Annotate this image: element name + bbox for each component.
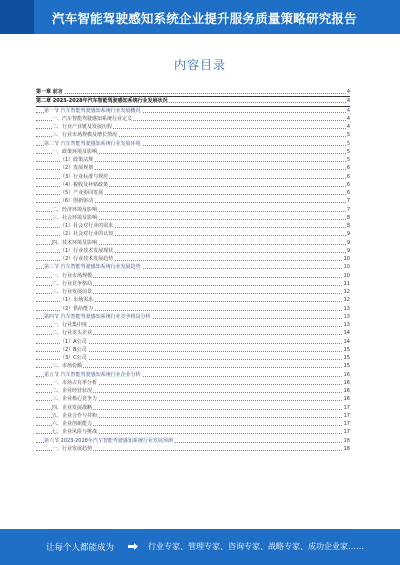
toc-entry-page: 17 [343,404,350,411]
toc-entry-page: 16 [343,371,350,378]
toc-entry[interactable] [36,379,350,387]
toc-entry-title: 第二节 汽车智能驾驶感知系统行业发展环境 [44,140,141,147]
toc-entry[interactable] [36,140,350,148]
toc-entry[interactable] [36,329,350,337]
toc-entry-title: 第一章 前言 [36,89,63,95]
toc-entry-page: 15 [343,346,350,353]
toc-entry-page: 13 [343,322,350,328]
dot-leader [36,367,350,368]
toc-entry[interactable] [36,338,350,346]
toc-entry-page: 9 [346,247,350,254]
toc-entry-page: 11 [343,280,350,287]
toc-entry-page: 9 [346,239,350,246]
toc-entry-title: 一、市场占有率分析 [52,379,98,386]
toc-entry-title: 一、行业发展趋势 [52,445,93,452]
toc-entry[interactable] [36,313,350,321]
toc-entry-title: （5）产业协同发展 [60,190,104,196]
toc-entry[interactable] [36,230,350,238]
toc-entry-title: （1）社会对行业的需求 [60,223,114,229]
toc-entry-page: 12 [343,297,350,304]
toc-entry-title: 第四节 汽车智能驾驶感知系统行业竞争格局分析 [44,313,151,320]
toc-entry[interactable] [36,420,350,428]
toc-entry[interactable] [36,189,350,197]
toc-entry-page: 6 [346,165,350,172]
toc-entry-title: 二、经济环境及影响 [52,206,98,213]
toc-entry-page: 15 [343,363,350,370]
toc-entry-title: （3）C公司 [60,355,87,361]
toc-entry[interactable] [36,404,350,412]
toc-entry-title: 五、企业合作与并购 [52,412,98,419]
toc-entry-page: 9 [346,231,350,238]
toc-entry-title: 三、行业发展前景 [52,289,93,295]
toc-entry[interactable] [36,88,350,97]
toc-entry-title: （2）B公司 [60,346,87,353]
toc-entry-title: （6）创新驱动 [60,198,94,205]
toc-entry[interactable] [36,354,350,362]
toc-entry-title: 第三节 汽车智能驾驶感知系统行业发展趋势 [44,264,141,271]
footer-slogan: 让每个人都能成为 [46,543,115,553]
toc-entry[interactable] [36,239,350,247]
toc-entry[interactable] [36,164,350,172]
toc-entry-page: 18 [343,445,350,452]
toc-entry-page: 8 [346,214,350,221]
toc-entry-title: 三、市场份额 [52,363,83,370]
toc-entry[interactable] [36,280,350,288]
toc-entry-title: （1）A公司 [60,338,87,345]
toc-entry-title: 四、企业发展战略 [52,404,93,411]
top-banner [0,0,400,34]
toc-entry[interactable] [36,346,350,354]
toc-entry-title: 六、企业创新能力 [52,421,93,427]
toc-entry-title: （4）税收及补贴政策 [60,181,109,188]
arrow-right-icon [128,543,138,550]
toc-entry[interactable] [36,107,350,115]
toc-entry-page: 17 [343,429,350,436]
toc-entry[interactable] [36,296,350,304]
banner-accent-stripe [0,0,34,34]
toc-entry[interactable] [36,131,350,139]
toc-entry[interactable] [36,156,350,164]
toc-entry-page: 12 [343,289,350,295]
toc-entry-page: 16 [343,388,350,394]
toc-entry-page: 4 [346,107,350,114]
toc-entry[interactable] [36,255,350,263]
toc-entry[interactable] [36,288,350,296]
toc-entry-page: 8 [346,223,350,229]
toc-entry-page: 10 [343,256,350,262]
toc-entry[interactable] [36,181,350,189]
toc-entry[interactable] [36,412,350,420]
toc-entry-page: 18 [343,437,350,444]
toc-entry[interactable] [36,197,350,205]
toc-entry[interactable] [36,115,350,123]
toc-entry-page: 10 [343,272,350,279]
toc-entry-title: 四、技术环境及影响 [52,239,98,246]
toc-entry-page: 15 [343,355,350,361]
toc-entry-title: 一、行业市场规模 [52,272,93,279]
toc-entry-title: 二、行业龙头企业 [52,330,93,337]
toc-entry-title: （2）发展规划 [60,165,94,172]
toc-entry-page: 5 [346,148,350,155]
toc-entry[interactable] [36,123,350,131]
toc-entry-title: 三、企业核心竞争力 [52,396,98,403]
table-of-contents [36,88,350,453]
toc-entry[interactable] [36,387,350,395]
toc-entry[interactable] [36,206,350,214]
bottom-bar [0,529,400,565]
toc-entry-title: 第五节 汽车智能驾驶感知系统行业企业分析 [44,371,141,378]
toc-entry-page: 5 [346,140,350,147]
toc-entry-page: 6 [346,181,350,188]
toc-entry[interactable] [36,428,350,436]
toc-entry[interactable] [36,445,350,453]
toc-heading: 内容目录 [173,58,226,72]
toc-entry-title: 一、汽车智能驾驶感知系统行业定义 [52,115,133,122]
toc-entry[interactable] [36,97,350,106]
toc-entry-page: 4 [346,98,350,105]
toc-entry-title: （2）供给能力 [60,305,94,312]
toc-entry-page: 13 [343,305,350,312]
toc-entry[interactable] [36,247,350,255]
toc-entry[interactable] [36,222,350,230]
toc-entry[interactable] [36,362,350,370]
toc-entry[interactable] [36,173,350,181]
toc-entry-title: 第二章 2023-2028年汽车智能驾驶感知系统行业发展状况 [36,98,168,105]
toc-entry-page: 5 [346,157,350,163]
toc-entry[interactable] [36,321,350,329]
toc-entry-title: 一、行业集中度 [52,322,88,328]
toc-entry-page: 4 [346,124,350,130]
toc-entry-title: 第一节 汽车智能驾驶感知系统行业发展概况 [44,107,141,114]
toc-entry-title: 七、企业风险与挑战 [52,429,98,436]
toc-entry-title: 第六节 2023-2028年汽车智能驾驶感知系统行业发展预测 [44,437,173,444]
toc-entry-page: 10 [343,264,350,271]
toc-entry-page: 4 [346,115,350,122]
toc-entry-page: 14 [343,338,350,345]
toc-entry-page: 14 [343,330,350,337]
toc-entry-page: 6 [346,190,350,196]
toc-entry-page: 13 [343,313,350,320]
toc-entry[interactable] [36,263,350,271]
toc-entry-title: 一、政策环境及影响 [52,148,98,155]
toc-entry-title: （2）行业技术发展趋势 [60,256,114,262]
toc-entry[interactable] [36,148,350,156]
dot-leader [36,93,350,94]
report-title: 汽车智能驾驶感知系统企业提升服务质量策略研究报告 [52,11,357,26]
toc-entry-title: 三、社会环境及影响 [52,214,98,221]
toc-entry-page: 7 [346,206,350,213]
toc-entry-page: 6 [346,173,350,180]
toc-entry-title: 三、行业市场规模及增长情况 [52,132,118,139]
toc-entry-page: 5 [346,132,350,139]
toc-entry-title: 二、行业产业链及发展历程 [52,124,113,130]
footer-roles: 行业专家、管理专家、咨询专家、战略专家、成功企业家…… [148,542,364,551]
toc-entry-title: （2）社会对行业的认知 [60,231,114,238]
toc-entry-page: 7 [346,198,350,205]
toc-entry-title: 二、企业经营状况 [52,388,93,394]
toc-entry[interactable] [36,214,350,222]
toc-entry-title: （1）市场需求 [60,297,94,304]
toc-entry-page: 4 [346,89,350,95]
toc-entry-page: 17 [343,412,350,419]
toc-entry-title: （1）政策法规 [60,157,94,163]
toc-entry[interactable] [36,371,350,379]
toc-entry-title: 二、行业竞争格局 [52,280,93,287]
toc-entry[interactable] [36,395,350,403]
toc-entry-title: （1）行业技术发展现状 [60,247,114,254]
toc-entry[interactable] [36,272,350,280]
toc-entry-page: 16 [343,396,350,403]
toc-entry-title: （3）行业标准与规范 [60,173,109,180]
toc-entry-page: 17 [343,421,350,427]
toc-entry[interactable] [36,437,350,445]
toc-entry[interactable] [36,305,350,313]
toc-entry-page: 16 [343,379,350,386]
